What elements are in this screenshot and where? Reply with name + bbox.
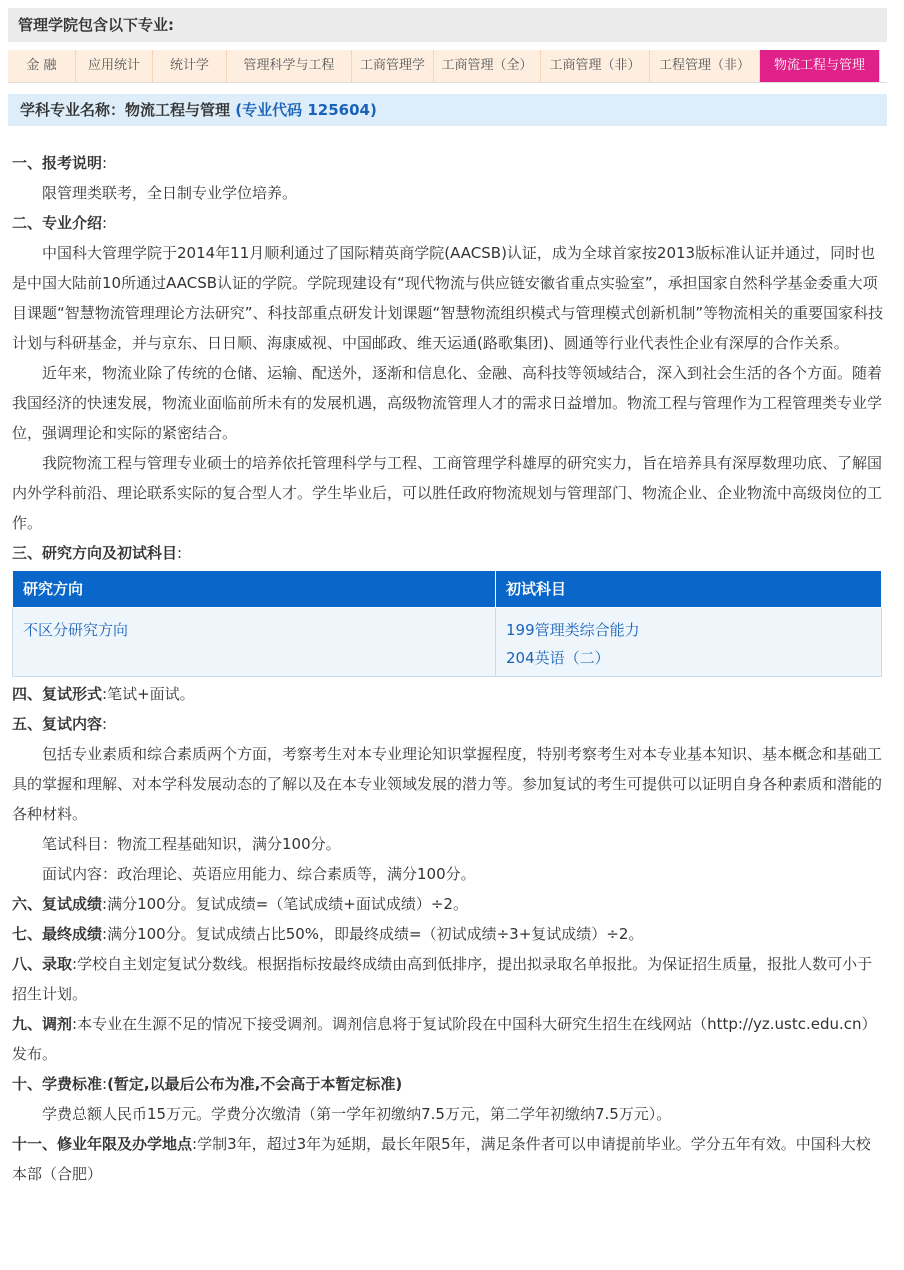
section-title-retest-score: 六、复试成绩: [12, 895, 103, 913]
tab-engineering-management-parttime[interactable]: 工程管理（非）: [650, 50, 760, 82]
exam-subject: 204英语（二）: [506, 649, 610, 667]
table-row: [13, 608, 882, 677]
major-content: [12, 148, 884, 1189]
introduction-paragraph-3: 我院物流工程与管理专业硕士的培养依托管理科学与工程、工商管理学科雄厚的研究实力，旨在培养具有深厚数理功底、了解国内外学科前沿、理论联系实际的复合型人才。学生毕业后，可以胜任政府物流规划与管理部门、物流企业、企业物流中高级岗位的工作。: [12, 454, 883, 532]
table-header-direction: 研究方向: [13, 571, 496, 608]
retest-form-body: 笔试+面试。: [107, 685, 195, 703]
introduction-paragraph-2: 近年来，物流业除了传统的仓储、运输、配送外，逐渐和信息化、金融、高科技等领域结合，深入到社会生活的各个方面。随着我国经济的快速发展，物流业面临前所未有的发展机遇，高级物流管理人才的需求日益增加。物流工程与管理作为工程管理类专业学位，强调理论和实际的紧密结合。: [12, 364, 883, 442]
sep: :: [72, 955, 78, 973]
department-header: 管理学院包含以下专业:: [8, 8, 887, 42]
section-title-admission: 八、录取: [12, 955, 73, 973]
tab-applied-statistics[interactable]: 应用统计: [76, 50, 153, 82]
table-header-subjects: 初试科目: [496, 571, 882, 608]
tab-logistics-engineering-management[interactable]: 物流工程与管理: [760, 50, 880, 82]
sep: :: [102, 214, 108, 232]
section-title-retest-form: 四、复试形式: [12, 685, 103, 703]
section-title-adjustment: 九、调剂: [12, 1015, 73, 1033]
retest-score-body: 满分100分。复试成绩=（笔试成绩+面试成绩）÷2。: [107, 895, 468, 913]
section-title-retest-content: 五、复试内容: [12, 715, 103, 733]
exam-subject: 199管理类综合能力: [506, 621, 640, 639]
sep: :: [102, 1075, 108, 1093]
adjustment-body: 本专业在生源不足的情况下接受调剂。调剂信息将于复试阶段在中国科大研究生招生在线网站（http://yz.ustc.edu.cn）发布。: [12, 1015, 877, 1063]
section-title-research-direction: 三、研究方向及初试科目: [12, 544, 178, 562]
section-title-duration-location: 十一、修业年限及办学地点: [12, 1135, 193, 1153]
final-score-body: 满分100分。复试成绩占比50%，即最终成绩=（初试成绩÷3+复试成绩）÷2。: [107, 925, 644, 943]
major-tabs: [8, 50, 887, 83]
section-title-introduction: 二、专业介绍: [12, 214, 103, 232]
tuition-body: 学费总额人民币15万元。学费分次缴清（第一学年初缴纳7.5万元，第二学年初缴纳7.5万元）。: [42, 1105, 672, 1123]
tab-business-admin-parttime[interactable]: 工商管理（非）: [541, 50, 650, 82]
retest-written-subject: 笔试科目：物流工程基础知识，满分100分。: [42, 835, 341, 853]
duration-location-body: 学制3年，超过3年为延期，最长年限5年，满足条件者可以申请提前毕业。学分五年有效。中国科大校本部（合肥）: [12, 1135, 871, 1183]
sep: :: [192, 1135, 198, 1153]
tab-business-administration[interactable]: 工商管理学: [352, 50, 434, 82]
retest-content-paragraph: 包括专业素质和综合素质两个方面，考察考生对本专业理论知识掌握程度，特别考察考生对本专业基本知识、基本概念和基础工具的掌握和理解、对本学科发展动态的了解以及在本专业领域发展的潜力等。参加复试的考生可提供可以证明自身各种素质和潜能的各种材料。: [12, 745, 883, 823]
tab-management-science-engineering[interactable]: 管理科学与工程: [227, 50, 352, 82]
tuition-note: (暂定,以最后公布为准,不会高于本暂定标准): [107, 1075, 403, 1093]
major-title: [8, 94, 887, 126]
section-title-final-score: 七、最终成绩: [12, 925, 103, 943]
tab-finance[interactable]: 金 融: [8, 50, 76, 82]
exam-subjects-cell: [496, 608, 882, 677]
research-direction-cell: 不区分研究方向: [13, 608, 496, 677]
sep: :: [72, 1015, 78, 1033]
retest-interview-content: 面试内容：政治理论、英语应用能力、综合素质等，满分100分。: [42, 865, 476, 883]
research-direction-table: [12, 570, 882, 677]
application-notes: 限管理类联考，全日制专业学位培养。: [42, 184, 298, 202]
section-title-tuition: 十、学费标准: [12, 1075, 103, 1093]
introduction-paragraph-1: 中国科大管理学院于2014年11月顺利通过了国际精英商学院(AACSB)认证，成为全球首家按2013版标准认证并通过，同时也是中国大陆前10所通过AACSB认证的学院。学院现建设有“现代物流与供应链安徽省重点实验室”，承担国家自然科学基金委重大项目课题“智慧物流管理理论方法研究”、科技部重点研发计划课题“智慧物流组织模式与管理模式创新机制”等物流相关的重要国家科技计划与科研基金，并与京东、日日顺、海康威视、中国邮政、维天运通(路歌集团)、圆通等行业代表性企业有深厚的合作关系。: [12, 244, 884, 352]
sep: :: [102, 154, 108, 172]
tab-business-admin-fulltime[interactable]: 工商管理（全）: [434, 50, 541, 82]
admission-body: 学校自主划定复试分数线。根据指标按最终成绩由高到低排序，提出拟录取名单报批。为保证招生质量，报批人数可小于招生计划。: [12, 955, 873, 1003]
sep: :: [102, 715, 108, 733]
major-code: (专业代码 125604): [235, 101, 377, 119]
sep: :: [102, 925, 108, 943]
sep: :: [177, 544, 183, 562]
sep: :: [102, 685, 108, 703]
sep: :: [102, 895, 108, 913]
section-title-application: 一、报考说明: [12, 154, 103, 172]
tab-statistics[interactable]: 统计学: [153, 50, 227, 82]
major-name: 学科专业名称：物流工程与管理: [20, 101, 231, 119]
